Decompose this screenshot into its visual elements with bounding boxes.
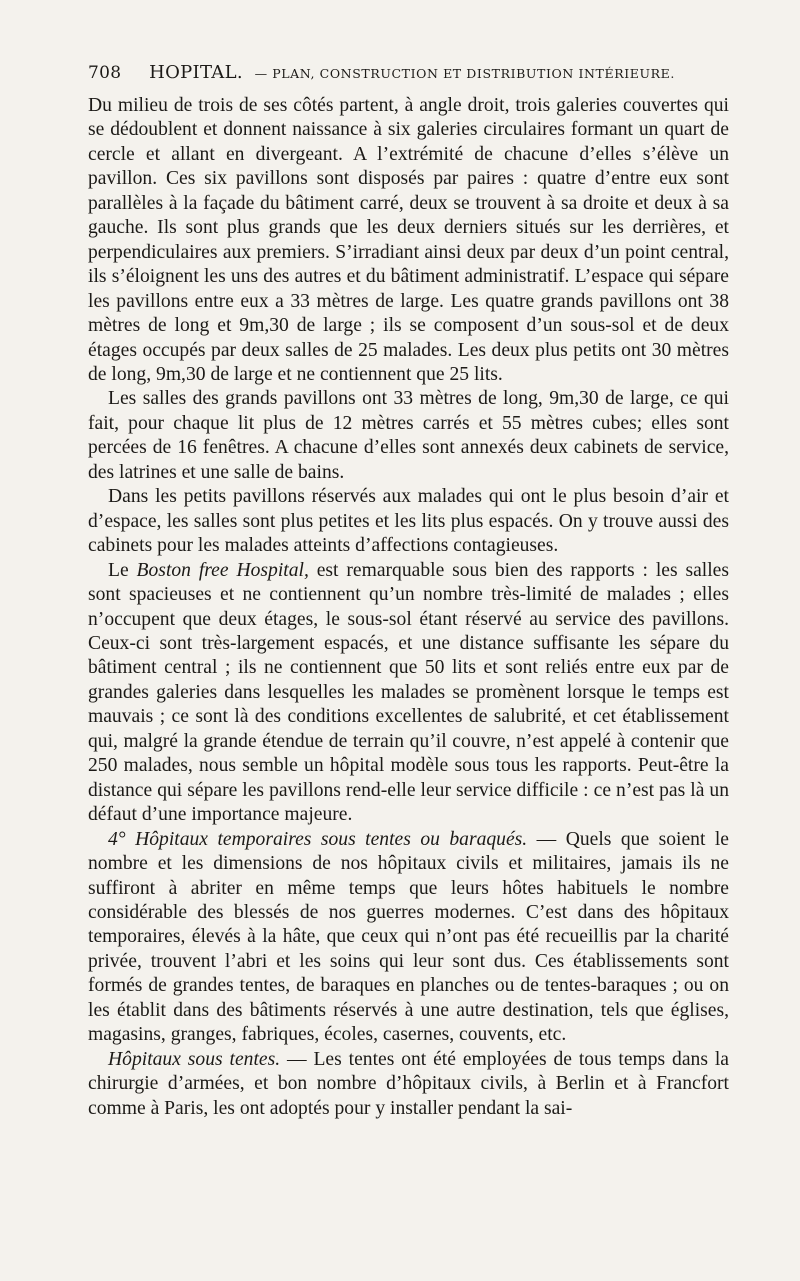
paragraph-large-wards: Les salles des grands pavillons ont 33 mètres de long, 9m,30 de large, ce qui fait, pour chaque lit plus de 12 mètres carrés et 55 mètres cubes; elles sont percées de 16 fenêtres. A chacune d’elles sont annexés deux cabinets de service, des latrines et une salle de bains. <box>88 388 729 483</box>
paragraph-tents <box>88 1048 729 1121</box>
running-subtitle: — PLAN, CONSTRUCTION ET DISTRIBUTION INTÉRIEURE. <box>254 66 675 81</box>
page-number: 708 <box>88 63 122 83</box>
paragraph-pavilions: Du milieu de trois de ses côtés partent, à angle droit, trois galeries couvertes qui se dédoublent et donnent naissance à six galeries circulaires formant un quart de cercle et allant en divergeant. A l’extrémité de chacune d’elles s’élève un pavillon. Ces six pavillons sont disposés par paires : quatre d’entre eux sont parallèles à la façade du bâtiment carré, deux se trouvent à sa droite et deux à sa gauche. Ils sont plus grands que les deux derniers situés sur les derrières, et perpendiculaires aux premiers. S’irradiant ainsi deux par deux d’un point central, ils s’éloignent les uns des autres et du bâtiment administratif. L’espace qui sépare les pavillons entre eux a 33 mètres de large. Les quatre grands pavillons ont 38 mètres de long et 9m,30 de large ; ils se composent d’un sous-sol et de deux étages occupés par deux salles de 25 malades. Les deux plus petits ont 30 mètres de long, 9m,30 de large et ne contiennent que 25 lits. <box>88 95 729 385</box>
running-header <box>88 62 728 83</box>
tents-text: — Les tentes ont été employées de tous temps dans la chirurgie d’armées, et bon nombre d’hôpitaux civils, à Berlin et à Francfort comme à Paris, les ont adoptés pour y installer pendant la sai- <box>88 1048 729 1119</box>
paragraph-small-pavilions: Dans les petits pavillons réservés aux malades qui ont le plus besoin d’air et d’espace, les salles sont plus petites et les lits plus espacés. On y trouve aussi des cabinets pour les malades atteints d’affections contagieuses. <box>88 486 729 557</box>
paragraph-temporary-hospitals <box>88 828 729 1048</box>
section-4-heading: 4° Hôpitaux temporaires sous tentes ou baraqués. <box>108 828 528 850</box>
temporary-hospitals-text: — Quels que soient le nombre et les dimensions de nos hôpitaux civils et militaires, jamais ils ne suffiront à abriter en même temps que leurs hôtes habituels le nombre considérable des blessés de nos guerres modernes. C’est dans des hôpitaux temporaires, élevés à la hâte, que ceux qui n’ont pas été recueillis par la charité privée, trouvent l’abri et les soins qui leur sont dus. Ces établissements sont formés de grandes tentes, de baraques en planches ou de tentes-baraques ; ou on les établit dans des bâtiments réservés à une autre destination, tels que églises, magasins, granges, fabriques, écoles, casernes, couvents, etc. <box>88 828 729 1046</box>
page-body <box>88 94 729 1121</box>
boston-prefix: Le <box>108 559 129 581</box>
tents-heading: Hôpitaux sous tentes. <box>108 1048 281 1070</box>
boston-text: est remarquable sous bien des rapports : les salles sont spacieuses et ne contiennent qu’un nombre très-limité de malades ; elles n’occupent que deux étages, le sous-sol étant réservé au service des pavillons. Ceux-ci sont très-largement espacés, et une distance suffisante les sépare du bâtiment central ; ils ne contiennent que 50 lits et sont reliés entre eux par de grandes galeries dans lesquelles les malades se promènent lorsque le temps est mauvais ; ce sont là des conditions excellentes de salubrité, et cet établissement qui, malgré la grande étendue de terrain qu’il couvre, n’est appelé à contenir que 250 malades, nous semble un hôpital modèle sous tous les rapports. Peut-être la distance qui sépare les pavillons rend-elle leur service difficile : ce n’est pas là un défaut d’une importance majeure. <box>88 559 729 826</box>
running-title: HOPITAL. <box>149 62 243 83</box>
paragraph-boston <box>88 559 729 828</box>
boston-hospital-name: Boston free Hospital, <box>136 559 309 581</box>
